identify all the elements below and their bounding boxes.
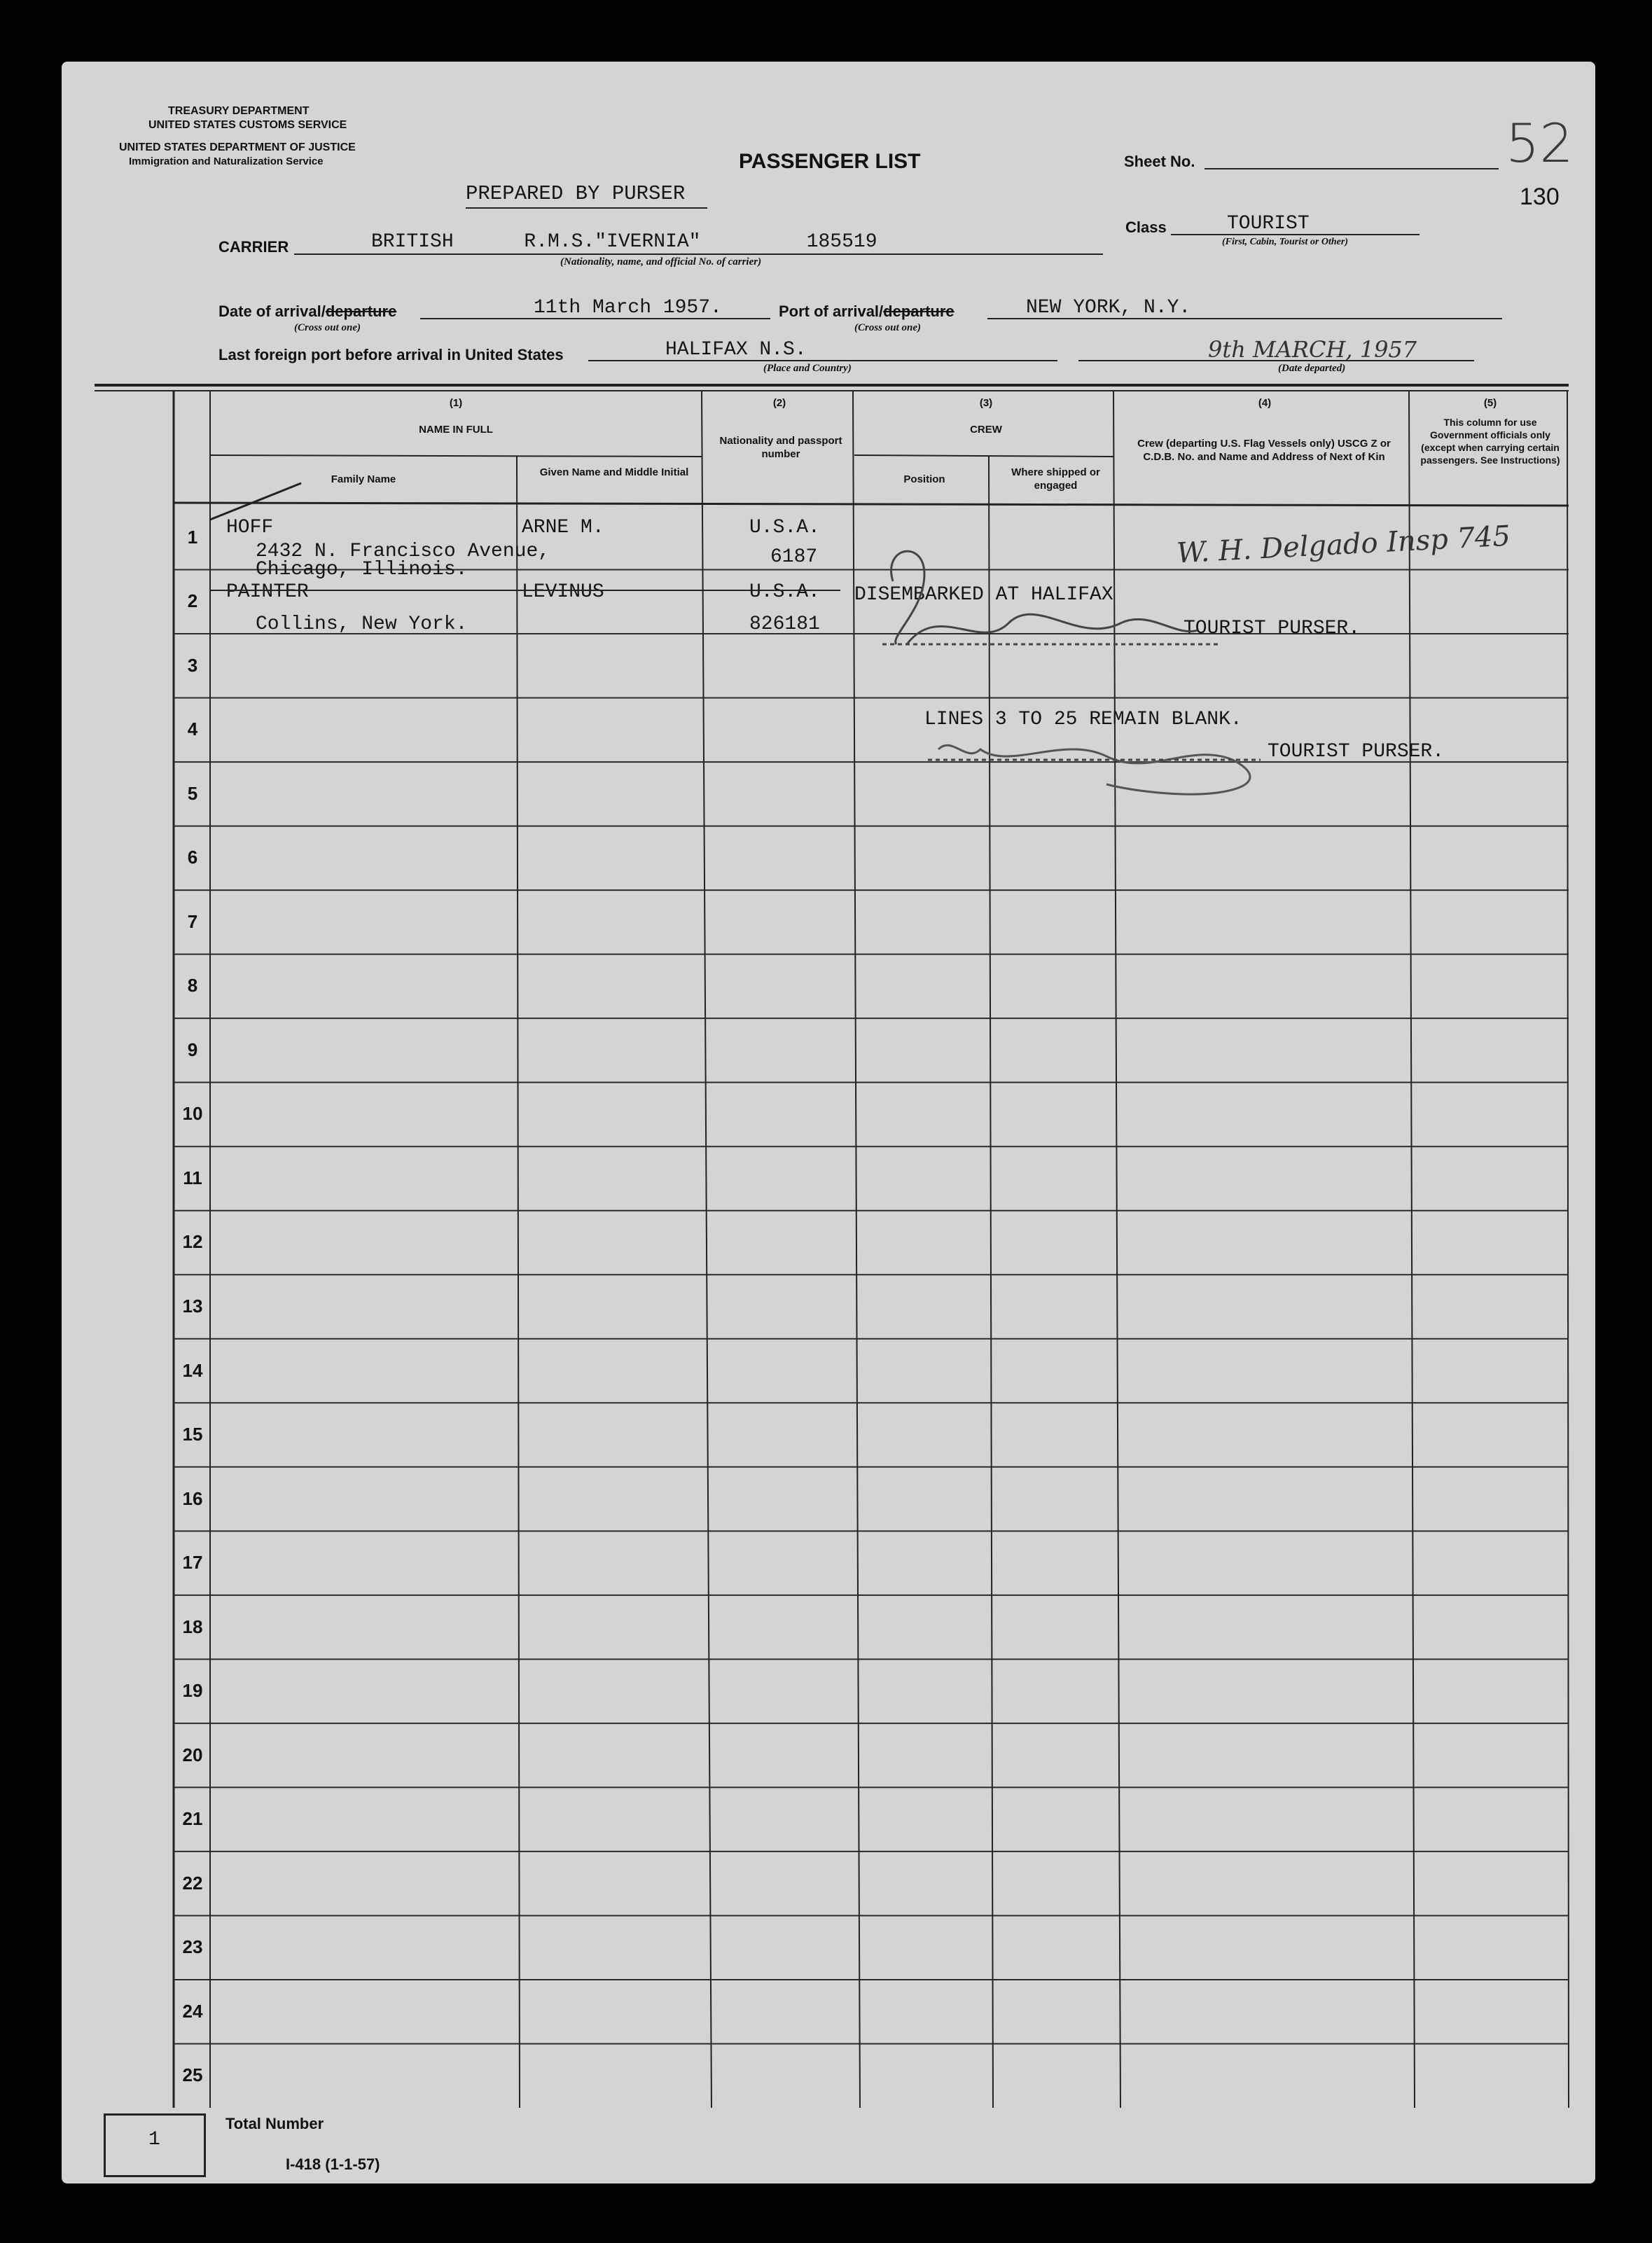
row-number: 3 [187,654,198,676]
row-number: 5 [187,782,198,804]
row-number: 2 [187,590,198,612]
form-number: I-418 (1-1-57) [286,2155,380,2173]
entry1-given-name: ARNE M. [522,517,604,539]
dept-line-4: Immigration and Naturalization Service [129,155,324,167]
row-number: 15 [182,1424,203,1445]
col5-title: This column for use Government officials only (except when carrying certain passengers. See Instructions) [1420,417,1560,466]
foreign-port-caption: (Place and Country) [763,363,852,374]
date-departed-value: 9th MARCH, 1957 [1208,336,1417,363]
total-label: Total Number [225,2115,324,2132]
sheet-number-typed: 130 [1520,183,1560,210]
row-number: 1 [187,526,198,548]
port-value: NEW YORK, N.Y. [1026,297,1191,319]
col3b-title: Where shipped or engaged [1011,466,1100,492]
sheet-number-handwritten: 52 [1506,112,1574,174]
col2-title: Nationality and passport number [719,435,842,460]
row-number: 23 [182,1936,203,1958]
foreign-port-value: HALIFAX N.S. [665,339,807,361]
col1b-title: Given Name and Middle Initial [539,466,689,478]
remark-line-2: TOURIST PURSER. [1268,741,1445,763]
form-title: PASSENGER LIST [739,150,921,173]
class-value: TOURIST [1227,213,1310,235]
row-number: 25 [182,2064,203,2086]
row-number: 14 [182,1359,203,1381]
date-label-text: Date of arrival/ [218,303,326,320]
dept-line-2: UNITED STATES CUSTOMS SERVICE [148,119,347,131]
dept-line-1: TREASURY DEPARTMENT [168,105,310,117]
entry1-address-2: Chicago, Illinois. [256,559,468,581]
row-number: 16 [182,1487,203,1509]
entry2-nationality: U.S.A. [749,581,820,603]
col4-title: Crew (departing U.S. Flag Vessels only) USCG Z or C.D.B. No. and Name and Address of Next of Kin [1137,438,1391,463]
entry2-address: Collins, New York. [256,613,468,635]
col2-number: (2) [772,397,786,409]
entry1-address-1: 2432 N. Francisco Avenue, [256,541,550,562]
col3a-title: Position [903,473,945,485]
row-number: 19 [182,1680,203,1702]
row-number: 24 [182,2000,203,2022]
row-number: 9 [187,1039,198,1060]
col1-number: (1) [449,397,463,409]
entry1-official-annotation: W. H. Delgado Insp 745 [1176,520,1511,570]
port-label-text: Port of arrival/ [779,303,884,320]
row-number: 7 [187,910,198,932]
entry2-signoff: TOURIST PURSER. [1184,618,1361,639]
col3-number: (3) [979,397,993,409]
entry2-remark: DISEMBARKED AT HALIFAX [854,584,1113,606]
entry2-family-name: PAINTER [226,581,309,603]
port-label-struck: departure [883,303,955,320]
row-number: 11 [183,1167,202,1188]
row-number: 17 [182,1552,203,1574]
port-caption: (Cross out one) [854,322,922,333]
total-value: 1 [148,2129,160,2151]
col1a-title: Family Name [331,473,396,485]
entry1-passport: 6187 [770,546,818,568]
row-number: 12 [182,1231,203,1253]
row-number: 20 [182,1744,203,1765]
entry1-family-name: HOFF [226,517,274,539]
entry2-given-name: LEVINUS [522,581,604,603]
remark-line-1: LINES 3 TO 25 REMAIN BLANK. [924,709,1242,730]
col3-title: CREW [970,424,1002,436]
class-caption: (First, Cabin, Tourist or Other) [1222,237,1348,247]
strike-line-entry2 [210,590,840,591]
col1-title: NAME IN FULL [419,424,493,436]
row-number: 21 [182,1808,203,1830]
entry2-passport: 826181 [749,613,820,635]
class-label: Class [1125,218,1167,236]
date-caption: (Cross out one) [294,322,361,333]
carrier-label: CARRIER [218,238,289,256]
row-number: 22 [182,1872,203,1894]
sheet-label: Sheet No. [1124,153,1195,170]
row-number: 4 [187,718,198,740]
col4-number: (4) [1258,397,1272,409]
row-number: 13 [182,1296,203,1317]
col5-number: (5) [1483,397,1497,409]
foreign-port-label: Last foreign port before arrival in United States [218,346,564,363]
row-number: 10 [182,1103,203,1125]
purser-signature-2 [924,721,1275,798]
date-label-struck: departure [325,303,397,320]
entry1-nationality: U.S.A. [749,517,820,539]
date-value: 11th March 1957. [534,297,722,319]
carrier-caption: (Nationality, name, and official No. of carrier) [560,256,762,268]
purser-signature-1 [868,539,1233,658]
prepared-by: PREPARED BY PURSER [466,182,686,205]
row-number: 6 [187,847,198,868]
row-number: 18 [182,1616,203,1637]
row-number: 8 [187,975,198,996]
dept-line-3: UNITED STATES DEPARTMENT OF JUSTICE [119,141,356,153]
carrier-value: BRITISH R.M.S."IVERNIA" 185519 [371,231,877,253]
date-departed-caption: (Date departed) [1278,363,1346,374]
